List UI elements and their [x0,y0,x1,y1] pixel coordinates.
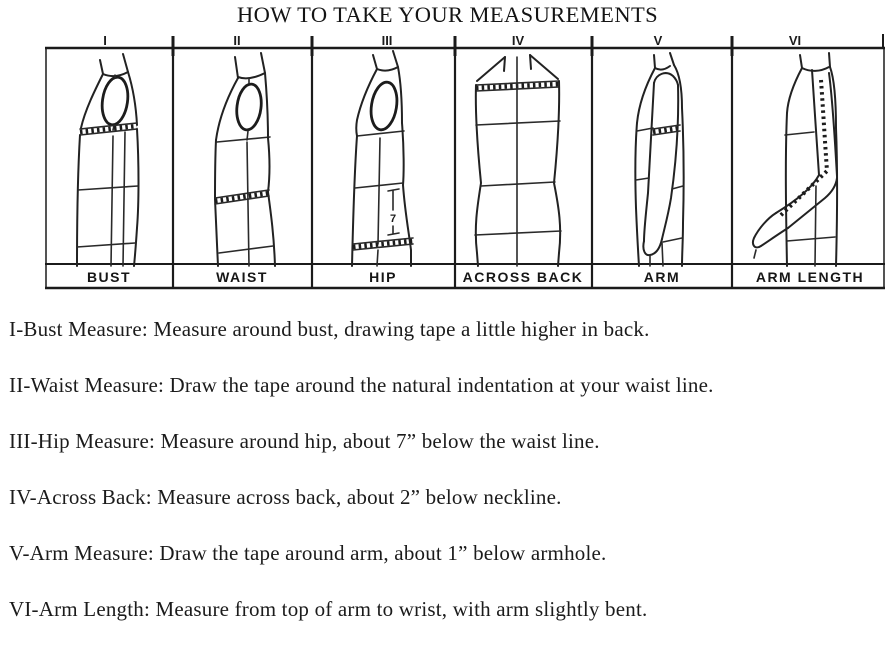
panel-label: WAIST [216,269,268,285]
instruction-hip: III-Hip Measure: Measure around hip, about 7” below the waist line. [9,429,600,453]
page-title: HOW TO TAKE YOUR MEASUREMENTS [236,2,659,27]
instruction-arm: V-Arm Measure: Draw the tape around arm, about 1” below armhole. [9,541,607,565]
hip-figure [352,51,413,266]
diagram-grid [45,34,885,289]
panel-label: ACROSS BACK [462,269,584,285]
panel-arm-length [753,33,864,285]
instruction-waist: II-Waist Measure: Draw the tape around the natural indentation at your waist line. [9,373,714,397]
panel-arm [635,33,683,285]
waist-figure [215,53,275,266]
panel-label: ARM [643,269,681,285]
panel-label: ARM LENGTH [755,269,865,285]
panel-label: HIP [369,269,397,285]
arm-figure [635,53,683,266]
panel-hip [352,33,413,285]
panel-numeral: I [103,33,107,48]
panel-numeral: II [233,33,241,48]
panel-numeral: V [653,33,663,48]
panel-across-back [463,33,584,285]
instructions-list [9,314,869,650]
instruction-arm-length: VI-Arm Length: Measure from top of arm to wrist, with arm slightly bent. [9,597,648,621]
measurement-diagram-svg [45,28,885,290]
panel-numeral: VI [788,33,802,48]
arm-length-figure [753,53,837,266]
panel-bust [77,33,139,285]
panel-numeral: III [381,33,393,48]
measurement-diagram [45,28,885,290]
panel-waist [215,33,275,285]
bust-figure [77,54,139,266]
panel-label: BUST [86,269,132,285]
hip-gap-label: 7 [389,213,397,225]
instruction-bust: I-Bust Measure: Measure around bust, drawing tape a little higher in back. [9,317,650,341]
instruction-across-back: IV-Across Back: Measure across back, about 2” below neckline. [9,485,562,509]
across-back-figure [475,55,561,266]
panel-numeral: IV [511,33,525,48]
